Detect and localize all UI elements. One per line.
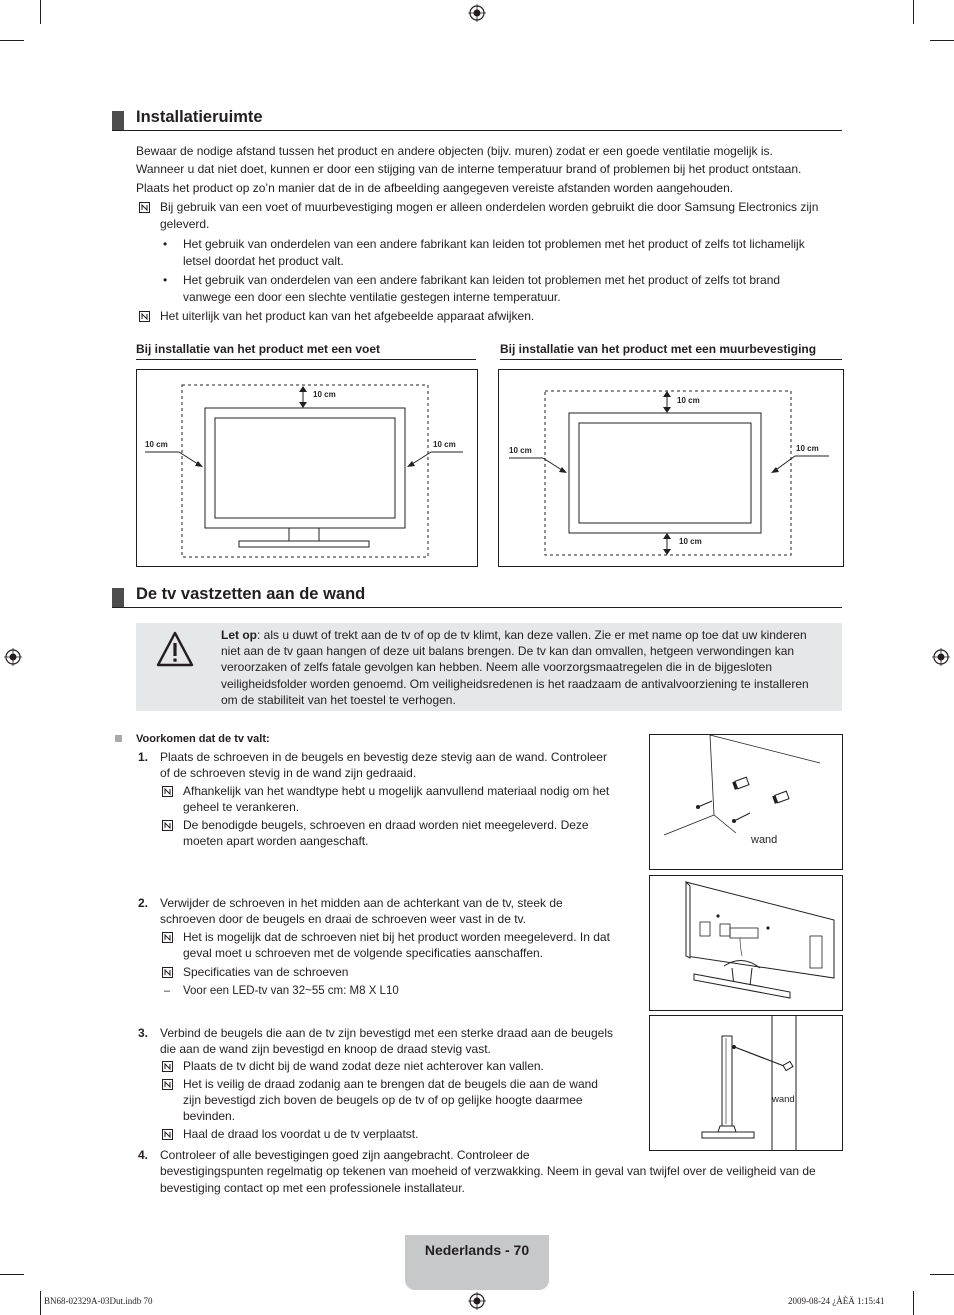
dim-label-right: 10 cm <box>796 444 819 453</box>
section-bar <box>112 111 124 130</box>
registration-mark-icon <box>468 4 486 22</box>
dash-text: Voor een LED-tv van 32~55 cm: M8 X L10 <box>183 985 399 997</box>
registration-mark-icon <box>4 648 22 666</box>
note-icon <box>162 967 173 978</box>
step-text: of de schroeven stevig in de wand zijn gedraaid. <box>160 766 417 780</box>
step-text: Verbind de beugels die aan de tv zijn bevestigd met een sterke draad aan de beugels <box>160 1026 613 1040</box>
note-text: Afhankelijk van het wandtype hebt u mogelijk aanvullend materiaal nodig om het <box>183 784 610 798</box>
note-text: geheel te verankeren. <box>183 800 300 814</box>
note-icon <box>162 1079 173 1090</box>
step-text: bevestigingspunten regelmatig op tekenen van moeheid of verzwakking. Neem in geval van twijfel over de veiligheid van de <box>160 1164 816 1178</box>
dim-label-bottom: 10 cm <box>679 537 702 546</box>
wall-bracket-illustration <box>650 735 842 869</box>
step-number: 1. <box>138 750 149 764</box>
square-bullet-icon <box>115 735 122 742</box>
section-header-wall-mount <box>112 587 842 608</box>
divider <box>500 359 842 360</box>
tv-wall-illustration <box>499 370 843 566</box>
note-text: zijn bevestigd zich boven de beugels op de tv of op gelijke hoogte daarmee <box>183 1093 583 1107</box>
footer-file-info: BN68-02329A-03Dut.indb 70 <box>44 1296 153 1306</box>
note-text: moeten apart worden aangeschaft. <box>183 834 369 848</box>
figure-title-stand: Bij installatie van het product met een voet <box>136 342 381 356</box>
note-icon <box>162 820 173 831</box>
step-number: 2. <box>138 896 149 910</box>
dim-label-left: 10 cm <box>509 446 532 455</box>
divider <box>136 359 476 360</box>
step-text: die aan de wand zijn bevestigd en knoop de draad stevig vast. <box>160 1042 491 1056</box>
note-text: Het uiterlijk van het product kan van het afgebeelde apparaat afwijken. <box>160 309 535 323</box>
note-icon <box>162 932 173 943</box>
paragraph: Bewaar de nodige afstand tussen het product en andere objecten (bijv. muren) zodat er een goede ventilatie mogelijk is. <box>136 144 773 158</box>
paragraph: Wanneer u dat niet doet, kunnen er door een stijging van de interne temperatuur brand of problemen bij het product ontstaan. <box>136 162 802 176</box>
wand-label: wand <box>772 1094 795 1105</box>
bullet-text: vanwege een door een slechte ventilatie gestegen interne temperatuur. <box>183 290 561 304</box>
note-icon <box>139 311 150 322</box>
note-text: Specificaties van de schroeven <box>183 965 349 979</box>
bullet-text: Het gebruik van onderdelen van een andere fabrikant kan leiden tot problemen met het product of zelfs tot lichamelijk <box>183 237 805 251</box>
note-text: Bij gebruik van een voet of muurbevestiging mogen er alleen onderdelen worden gebruikt die door Samsung Electronics zijn <box>160 200 819 214</box>
page-number: Nederlands - 70 <box>424 1242 530 1258</box>
note-text: geval moet u schroeven met de volgende specificaties aanschaffen. <box>183 946 543 960</box>
section-header-installatieruimte <box>112 110 842 131</box>
figure-tv-back <box>649 875 843 1011</box>
paragraph: Plaats het product op zo’n manier dat de in de afbeelding aangegeven vereiste afstanden worden aangehouden. <box>136 181 734 195</box>
tv-side-wire-illustration <box>650 1016 842 1150</box>
warning-line <box>221 627 807 644</box>
step-text: Controleer of alle bevestigingen goed zijn aangebracht. Controleer de <box>160 1148 530 1162</box>
figure-title-wall: Bij installatie van het product met een muurbevestiging <box>500 342 817 356</box>
registration-mark-icon <box>468 1292 486 1310</box>
section-title: De tv vastzetten aan de wand <box>136 585 366 603</box>
registration-mark-icon <box>932 648 950 666</box>
dim-label-left: 10 cm <box>145 440 168 449</box>
warning-text: : als u duwt of trekt aan de tv of op de tv klimt, kan deze vallen. Zie er met name op toe dat uw kinderen <box>257 628 807 642</box>
note-text: Haal de draad los voordat u de tv verplaatst. <box>183 1127 419 1141</box>
dim-label-right: 10 cm <box>433 440 456 449</box>
wand-label: wand <box>751 834 778 846</box>
step-text: Plaats de schroeven in de beugels en bevestig deze stevig aan de wand. Controleer <box>160 750 607 764</box>
figure-stand-clearance <box>136 369 478 567</box>
figure-wall-clearance <box>498 369 844 567</box>
dash-bullet: – <box>164 985 171 997</box>
step-number: 3. <box>138 1026 149 1040</box>
warning-label: Let op <box>221 628 257 642</box>
note-text: De benodigde beugels, schroeven en draad worden niet meegeleverd. Deze <box>183 818 589 832</box>
note-text: Het is mogelijk dat de schroeven niet bij het product worden meegeleverd. In dat <box>183 930 610 944</box>
section-title: Installatieruimte <box>136 108 263 126</box>
tv-stand-illustration <box>137 370 477 566</box>
step-text: bevestiging contact op met een professionele installateur. <box>160 1181 465 1195</box>
warning-line: veiligheidsfolder worden genoemd. Om veiligheidsredenen is het raadzaam de antivalvoorziening te installeren <box>221 677 809 691</box>
step-text: Verwijder de schroeven in het midden aan de achterkant van de tv, steek de <box>160 896 563 910</box>
step-number: 4. <box>138 1148 149 1162</box>
note-text: geleverd. <box>160 217 210 231</box>
bullet-text: Het gebruik van onderdelen van een andere fabrikant kan leiden tot problemen met het product of zelfs tot brand <box>183 273 781 287</box>
dim-label-top: 10 cm <box>677 396 700 405</box>
figure-wall-brackets <box>649 734 843 870</box>
note-text: Plaats de tv dicht bij de wand zodat deze niet achterover kan vallen. <box>183 1059 544 1073</box>
warning-line: niet aan de tv gaan hangen of deze uit balans brengen. De tv kan dan omvallen, hetgeen verwondingen kan <box>221 644 795 658</box>
note-icon <box>162 1129 173 1140</box>
warning-line: om de stabiliteit van het toestel te verhogen. <box>221 693 456 707</box>
warning-line: veroorzaken of zelfs fatale gevolgen kan hebben. Neem alle voorzorgsmaatregelen die in de bijgesloten <box>221 660 773 674</box>
bullet: • <box>163 237 168 251</box>
note-text: Het is veilig de draad zodanig aan te brengen dat de beugels die aan de wand <box>183 1077 598 1091</box>
step-text: schroeven door de beugels en draai de schroeven weer vast in de tv. <box>160 912 526 926</box>
section-bar <box>112 588 124 607</box>
note-icon <box>162 1061 173 1072</box>
tv-back-illustration <box>650 876 842 1010</box>
bullet: • <box>163 273 168 287</box>
footer-timestamp: 2009-08-24 ¿ÀÈÄ 1:15:41 <box>788 1296 885 1306</box>
note-icon <box>162 786 173 797</box>
warning-triangle-icon <box>156 631 194 667</box>
note-text: bevinden. <box>183 1109 236 1123</box>
figure-tv-side-wire <box>649 1015 843 1151</box>
dim-label-top: 10 cm <box>313 390 336 399</box>
sub-heading: Voorkomen dat de tv valt: <box>136 733 270 745</box>
bullet-text: letsel doordat het product valt. <box>183 254 344 268</box>
note-icon <box>139 202 150 213</box>
